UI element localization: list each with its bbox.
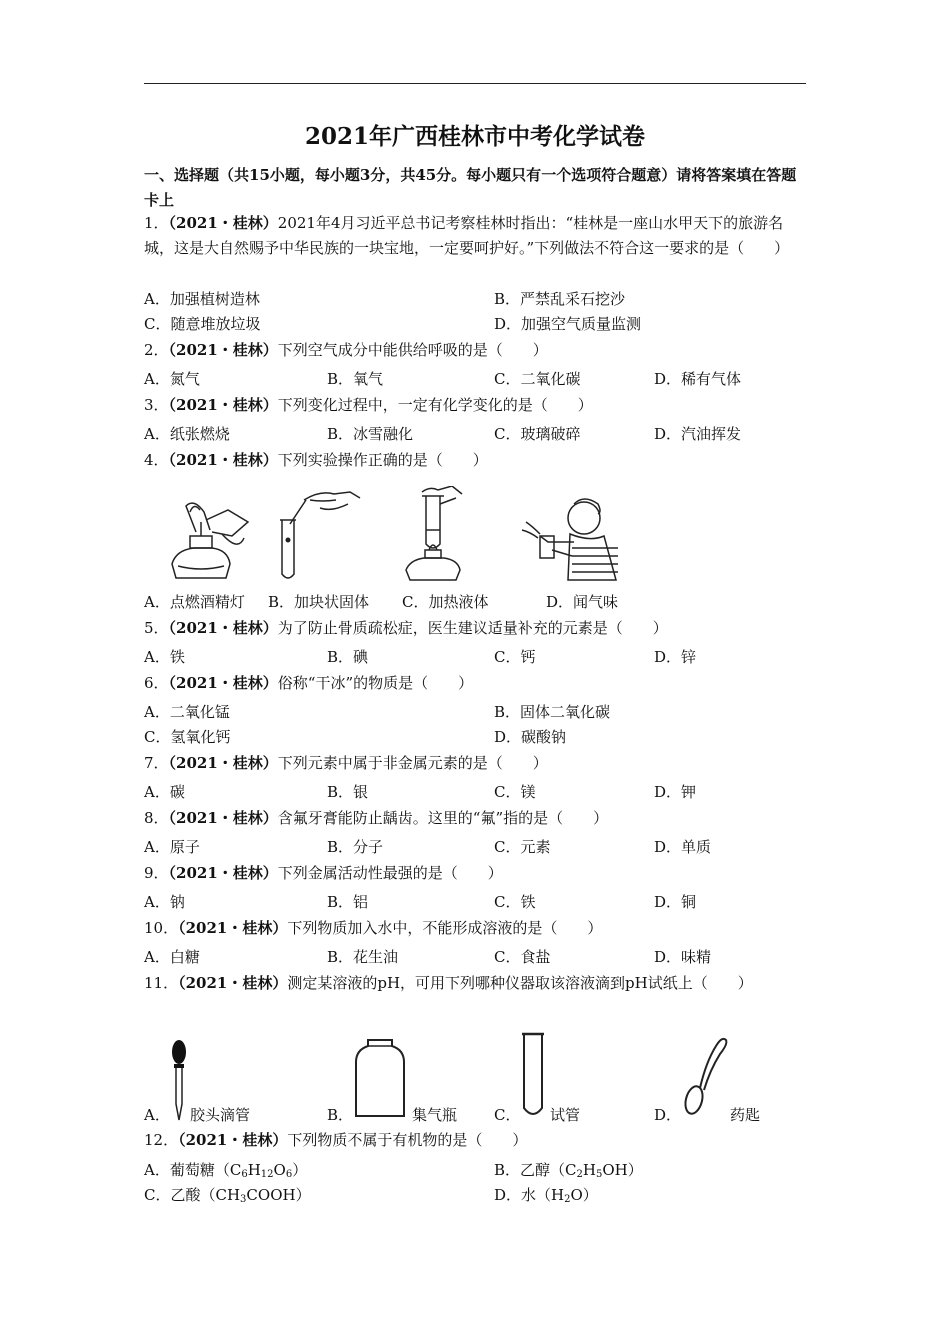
option: C．铁 <box>494 893 536 911</box>
heating-liquid-figure <box>400 486 474 586</box>
option: C． <box>494 1106 521 1124</box>
option: B．铝 <box>327 893 369 911</box>
option: A．原子 <box>144 838 200 856</box>
option: B． <box>327 1106 354 1124</box>
spoon-figure <box>676 1032 732 1118</box>
option: B．分子 <box>327 838 384 856</box>
question-1 <box>144 211 808 261</box>
option: A．二氧化锰 <box>144 703 230 721</box>
source-tag: （2021・桂林） <box>168 214 278 232</box>
question-4: 4．（2021・桂林）下列实验操作正确的是（ ） <box>144 451 488 469</box>
option: C．氢氧化钙 <box>144 728 231 746</box>
option: A．钠 <box>144 893 185 911</box>
option: A．加强植树造林 <box>144 290 260 308</box>
option: C．玻璃破碎 <box>494 425 581 443</box>
option: 胶头滴管 <box>190 1106 251 1124</box>
option: B．冰雪融化 <box>327 425 414 443</box>
gas-bottle-figure <box>352 1036 408 1120</box>
option: B．加块状固体 <box>268 593 370 611</box>
test-tube-figure <box>520 1030 546 1120</box>
question-7: 7．（2021・桂林）下列元素中属于非金属元素的是（ ） <box>144 754 548 772</box>
option-water: D．水$(H_2O)$ <box>494 1186 598 1205</box>
option: B．氧气 <box>327 370 384 388</box>
option: B．固体二氧化碳 <box>494 703 611 721</box>
option: C．加热液体 <box>402 593 489 611</box>
dropper-figure <box>168 1038 190 1124</box>
option: C．食盐 <box>494 948 551 966</box>
option-ethanol: B．乙醇$(C_2H_5OH)$ <box>494 1161 643 1180</box>
question-number: 1． <box>144 214 169 232</box>
option: D．闻气味 <box>546 593 619 611</box>
option: C．随意堆放垃圾 <box>144 315 261 333</box>
option: 试管 <box>550 1106 581 1124</box>
option: D．钾 <box>654 783 697 801</box>
option: B．严禁乱采石挖沙 <box>494 290 626 308</box>
option: 集气瓶 <box>412 1106 458 1124</box>
option: D．铜 <box>654 893 697 911</box>
adding-solid-figure <box>276 488 364 584</box>
exam-title: 2021年广西桂林市中考化学试卷 <box>304 123 645 150</box>
option: A．点燃酒精灯 <box>144 593 245 611</box>
option: A．碳 <box>144 783 185 801</box>
option: B．花生油 <box>327 948 399 966</box>
option: D．加强空气质量监测 <box>494 315 642 333</box>
option: D．单质 <box>654 838 712 856</box>
question-2: 2．（2021・桂林）下列空气成分中能供给呼吸的是（ ） <box>144 341 548 359</box>
option: B．碘 <box>327 648 369 666</box>
option: D． <box>654 1106 682 1124</box>
option: D．稀有气体 <box>654 370 742 388</box>
option-glucose: A．葡萄糖$(C_6H_{12}O_6)$ <box>144 1161 308 1180</box>
option: A．氮气 <box>144 370 200 388</box>
option: D．味精 <box>654 948 712 966</box>
question-11: 11．（2021・桂林）测定某溶液的pH，可用下列哪种仪器取该溶液滴到pH试纸上（ ） <box>144 974 753 992</box>
option: B．银 <box>327 783 369 801</box>
option: A．纸张燃烧 <box>144 425 230 443</box>
option: D．碳酸钠 <box>494 728 567 746</box>
question-9: 9．（2021・桂林）下列金属活动性最强的是（ ） <box>144 864 503 882</box>
question-3: 3．（2021・桂林）下列变化过程中，一定有化学变化的是（ ） <box>144 396 593 414</box>
question-5: 5．（2021・桂林）为了防止骨质疏松症，医生建议适量补充的元素是（ ） <box>144 619 668 637</box>
option: C．元素 <box>494 838 551 856</box>
section-heading: 一、选择题（共15小题，每小题3分，共45分。每小题只有一个选项符合题意）请将答案填在答题卡上 <box>144 166 797 209</box>
question-8: 8．（2021・桂林）含氟牙膏能防止龋齿。这里的“氟”指的是（ ） <box>144 809 609 827</box>
option: C．镁 <box>494 783 536 801</box>
option: C．钙 <box>494 648 536 666</box>
option: 药匙 <box>730 1106 761 1124</box>
smelling-gas-figure <box>518 492 628 584</box>
option: A． <box>144 1106 170 1124</box>
option-acetic-acid: C．乙酸$(CH_3COOH)$ <box>144 1186 311 1205</box>
option: D．汽油挥发 <box>654 425 742 443</box>
question-6: 6．（2021・桂林）俗称“干冰”的物质是（ ） <box>144 674 474 692</box>
question-12: 12．（2021・桂林）下列物质不属于有机物的是（ ） <box>144 1131 528 1149</box>
question-stem: 2021年4月习近平总书记考察桂林时指出：“桂林是一座山水甲天下的旅游名城，这是大自然赐予中华民族的一块宝地，一定要呵护好。”下列做法不符合这一要求的是（ ） <box>144 214 790 257</box>
option: A．铁 <box>144 648 185 666</box>
option: D．锌 <box>654 648 697 666</box>
question-10: 10．（2021・桂林）下列物质加入水中，不能形成溶液的是（ ） <box>144 919 603 937</box>
header-rule <box>144 83 806 84</box>
option: A．白糖 <box>144 948 200 966</box>
option: C．二氧化碳 <box>494 370 581 388</box>
lighting-alcohol-lamp-figure <box>166 492 254 584</box>
